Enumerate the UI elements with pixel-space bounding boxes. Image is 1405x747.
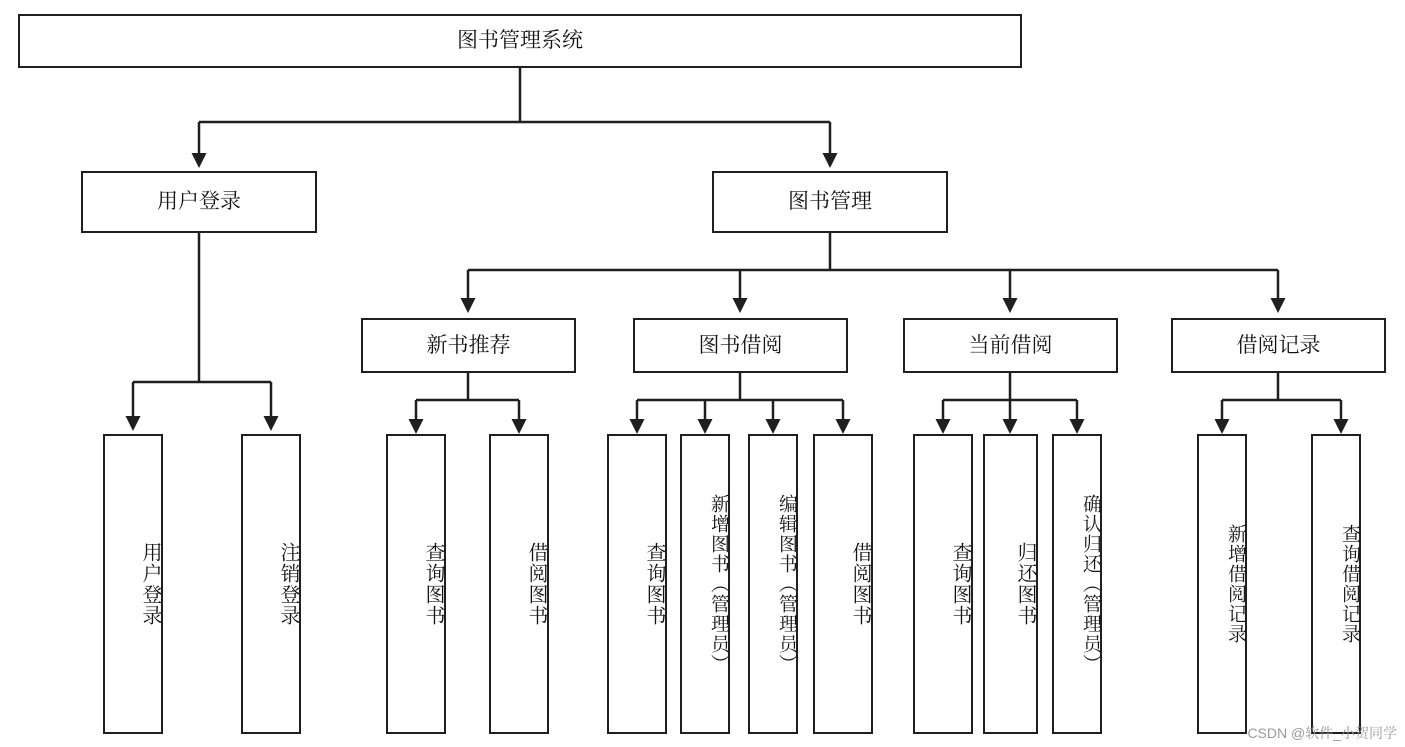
node-label: 注销登录 [277, 542, 299, 626]
node-leaf-return-book[interactable] [983, 434, 1038, 734]
node-label: 借阅图书 [849, 542, 871, 626]
node-leaf-query-book-3[interactable] [913, 434, 973, 734]
node-label: 查询图书 [949, 542, 971, 626]
node-label: 新增借阅记录 [1225, 524, 1246, 644]
node-book-management[interactable] [712, 171, 948, 233]
node-leaf-borrow-book-2[interactable] [813, 434, 873, 734]
node-borrow-record[interactable] [1171, 318, 1386, 373]
node-leaf-user-login[interactable] [103, 434, 163, 734]
node-label: 新增图书（管理员） [708, 494, 729, 674]
node-label: 借阅记录 [1236, 333, 1321, 357]
watermark-text: CSDN @软件_小贺同学 [1247, 725, 1397, 741]
node-leaf-add-book[interactable] [680, 434, 730, 734]
node-leaf-query-record[interactable] [1311, 434, 1361, 734]
node-label: 图书管理系统 [457, 29, 583, 53]
node-leaf-query-book-2[interactable] [607, 434, 667, 734]
node-label: 新书推荐 [426, 333, 511, 357]
node-leaf-confirm-return[interactable] [1052, 434, 1102, 734]
node-current-borrow[interactable] [903, 318, 1118, 373]
node-leaf-borrow-book-1[interactable] [489, 434, 549, 734]
node-label: 查询图书 [422, 542, 444, 626]
node-root[interactable] [18, 14, 1022, 68]
node-book-borrow[interactable] [633, 318, 848, 373]
node-label: 用户登录 [157, 190, 241, 214]
node-new-book-recommend[interactable] [361, 318, 576, 373]
node-label: 确认归还（管理员） [1080, 494, 1101, 674]
node-label: 图书借阅 [698, 333, 783, 357]
node-label: 编辑图书（管理员） [776, 494, 797, 674]
node-label: 当前借阅 [968, 333, 1053, 357]
node-label: 借阅图书 [525, 542, 547, 626]
node-label: 用户登录 [139, 542, 161, 626]
node-label: 图书管理 [788, 190, 872, 214]
node-leaf-edit-book[interactable] [748, 434, 798, 734]
node-label: 查询图书 [643, 542, 665, 626]
node-leaf-query-book-1[interactable] [386, 434, 446, 734]
node-label: 归还图书 [1014, 542, 1036, 626]
node-user-login-module[interactable] [81, 171, 317, 233]
node-leaf-user-logout[interactable] [241, 434, 301, 734]
node-leaf-add-record[interactable] [1197, 434, 1247, 734]
node-label: 查询借阅记录 [1339, 524, 1360, 644]
